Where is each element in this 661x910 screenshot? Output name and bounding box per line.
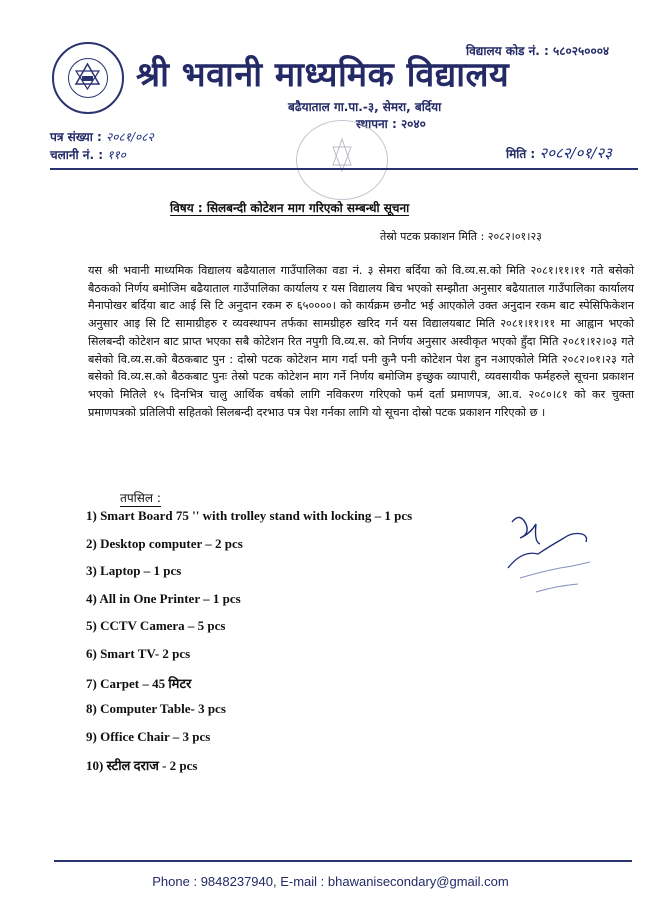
seal-emblem <box>68 58 108 98</box>
school-address: बढैयाताल गा.पा.-३, सेमरा, बर्दिया <box>288 100 442 114</box>
established-year: स्थापना : २०४० <box>356 117 426 131</box>
list-item: 5) CCTV Camera – 5 pcs <box>86 618 226 634</box>
letter-date-label: मिति : <box>506 147 536 161</box>
header-divider <box>50 168 638 170</box>
footer-divider <box>54 860 632 862</box>
list-item: 9) Office Chair – 3 pcs <box>86 728 211 744</box>
list-item: 7) Carpet – 45 मिटर <box>86 675 192 691</box>
letter-date-row <box>506 143 612 163</box>
list-item: 3) Laptop – 1 pcs <box>86 563 182 579</box>
publication-date: तेस्रो पटक प्रकाशन मिति : २०८२।०१।२३ <box>380 230 542 243</box>
dispatch-number-value: ११० <box>107 148 126 162</box>
notice-subject-text: विषय : सिलबन्दी कोटेशन माग गरिएको सम्बन्धी सूचना <box>170 201 410 215</box>
book-star-emblem-icon <box>69 59 106 96</box>
letter-number-label: पत्र संख्या : <box>50 130 102 144</box>
stamp-star-icon <box>297 121 387 199</box>
dispatch-number-row <box>50 146 126 163</box>
letter-number-value: २०८१/०८२ <box>105 130 154 144</box>
notice-subject <box>170 199 409 216</box>
notice-body: यस श्री भवानी माध्यमिक विद्यालय बढैयाताल गाउँपालिका वडा नं. ३ सेमरा बर्दिया को वि.व्य.स.को मिति २०८१।११।११ गते बसेको बैठकको निर्णय बमोजिम बढैयाताल गाउँपालिका कार्यालय र यस विद्यालय बिच भएको सम्झौता अनुसार बढैयाताल गाउँपालिका कार्यालय मैनापोखर बर्दिया बाट आई सि टि अनुदान रकम रु ६५००००। को कार्यक्रम छनौट भई आएकोले उक्त अनुदान रकम बाट स्पेसिफिकेशन अनुसार आइ सि टि सामाग्रीहरु र व्यवस्थापन तर्फका सामग्रीहरु खरिद गर्न यस विद्यालयबाट मिति २०८१।११।११ मा आह्वान भएको सिलबन्दी कोटेशन बाट प्राप्त भएका सबै कोटेशन रित नपुगी वि.व्य.स. को निर्णय अनुसार अस्वीकृत भएको हुँदा मिति २०८१।१२।०३ गते बसेको वि.व्य.स.को बैठकबाट पुन : दोस्रो पटक कोटेशन माग गर्दा पनी कुनै पनी कोटेशन पेश हुन नआएकोले मिति २०८२।०१।२३ गते बसेको वि.व्य.स.को बैठकबाट पुनः तेस्रो पटक कोटेशन माग गर्ने निर्णय बमोजिम इच्छुक व्यापारी, व्यवसायीक फर्महरुले सूचना प्रकाशन भएको मितिले १५ दिनभित्र चालु आर्थिक वर्षको लागि नविकरण गरिएको फर्म दर्ता प्रमाणपत्र, आ.व. २०८०।८१ को कर चुक्ता प्रमाणपत्रको प्रतिलिपी सहितको सिलबन्दी दरभाउ पत्र पेश गर्नका लागि यो सूचना दोस्रो पटक प्रकाशन गरिएको छ । <box>88 264 634 419</box>
item-list <box>86 508 486 784</box>
office-stamp <box>296 120 388 200</box>
school-name: श्री भवानी माध्यमिक विद्यालय <box>136 55 510 95</box>
list-item: 1) Smart Board 75 '' with trolley stand with locking – 1 pcs <box>86 508 413 523</box>
school-logo-seal <box>52 42 124 114</box>
handwritten-signature <box>500 508 610 598</box>
letter-date-value: २०८२/०१/२३ <box>539 144 612 162</box>
school-code: विद्यालय कोड नं. : ५८०२५०००४ <box>466 44 610 58</box>
list-item: 4) All in One Printer – 1 pcs <box>86 590 241 606</box>
list-item: 8) Computer Table- 3 pcs <box>86 701 226 717</box>
footer-contact: Phone : 9848237940, E-mail : bhawanisecondary@gmail.com <box>152 874 509 889</box>
dispatch-number-label: चलानी नं. : <box>50 148 104 162</box>
list-item: 10) स्टील दराज - 2 pcs <box>86 758 198 774</box>
details-heading: तपसिल : <box>120 491 161 505</box>
list-item: 2) Desktop computer – 2 pcs <box>86 535 243 551</box>
list-item: 6) Smart TV- 2 pcs <box>86 645 191 661</box>
letter-number-row <box>50 128 154 145</box>
